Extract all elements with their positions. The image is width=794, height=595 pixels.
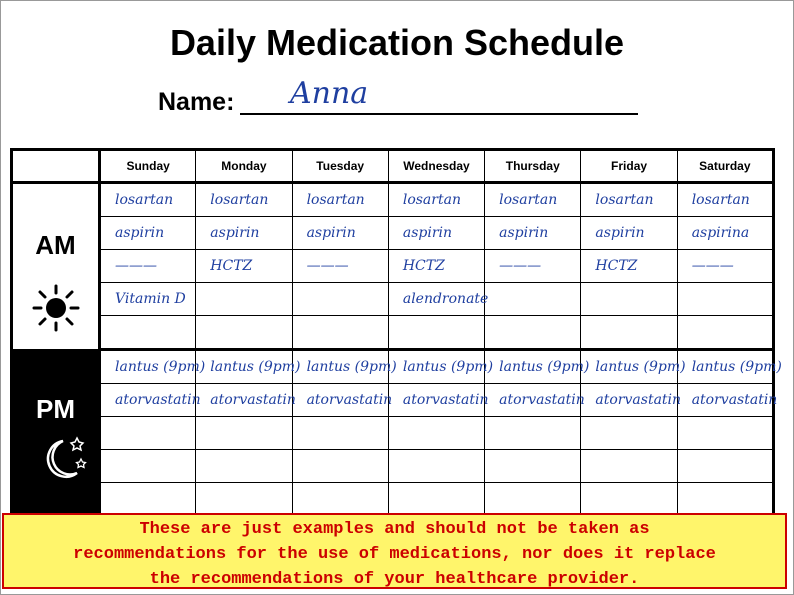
medication-cell[interactable]	[485, 417, 581, 450]
medication-cell[interactable]: losartan	[485, 183, 581, 217]
medication-cell[interactable]	[100, 315, 196, 349]
medication-cell[interactable]	[100, 482, 196, 516]
disclaimer-line-1: These are just examples and should not be taken as	[139, 520, 650, 539]
medication-cell[interactable]: ———	[292, 250, 388, 283]
medication-cell[interactable]: atorvastatin	[388, 384, 484, 417]
medication-cell[interactable]: aspirin	[581, 217, 677, 250]
medication-cell[interactable]	[485, 315, 581, 349]
disclaimer-line-3: the recommendations of your healthcare provider.	[149, 570, 640, 589]
medication-cell[interactable]: losartan	[196, 183, 292, 217]
day-header-tuesday: Tuesday	[292, 150, 388, 183]
medication-cell[interactable]	[196, 315, 292, 349]
medication-cell[interactable]: aspirin	[100, 217, 196, 250]
medication-cell[interactable]	[581, 417, 677, 450]
medication-cell[interactable]: atorvastatin	[677, 384, 773, 417]
pm-label: PM	[36, 394, 75, 424]
medication-cell[interactable]	[388, 482, 484, 516]
am-row	[12, 250, 774, 283]
medication-cell[interactable]	[581, 282, 677, 315]
medication-cell[interactable]	[292, 282, 388, 315]
day-header-sunday: Sunday	[100, 150, 196, 183]
medication-cell[interactable]	[677, 315, 773, 349]
name-field[interactable]	[158, 76, 638, 116]
am-label-cell	[12, 183, 100, 350]
medication-cell[interactable]	[388, 417, 484, 450]
medication-cell[interactable]	[388, 449, 484, 482]
medication-cell[interactable]: HCTZ	[388, 250, 484, 283]
day-header-wednesday: Wednesday	[388, 150, 484, 183]
medication-cell[interactable]: atorvastatin	[485, 384, 581, 417]
medication-cell[interactable]: HCTZ	[581, 250, 677, 283]
medication-cell[interactable]: atorvastatin	[100, 384, 196, 417]
medication-cell[interactable]: aspirin	[292, 217, 388, 250]
day-header-saturday: Saturday	[677, 150, 773, 183]
medication-cell[interactable]: HCTZ	[196, 250, 292, 283]
medication-cell[interactable]	[100, 417, 196, 450]
medication-cell[interactable]: aspirina	[677, 217, 773, 250]
medication-cell[interactable]: Vitamin D	[100, 282, 196, 315]
medication-cell[interactable]	[196, 449, 292, 482]
medication-cell[interactable]: aspirin	[196, 217, 292, 250]
medication-cell[interactable]: atorvastatin	[581, 384, 677, 417]
disclaimer-banner	[2, 513, 787, 589]
medication-cell[interactable]	[677, 282, 773, 315]
medication-cell[interactable]	[100, 449, 196, 482]
medication-cell[interactable]	[581, 482, 677, 516]
medication-cell[interactable]: atorvastatin	[196, 384, 292, 417]
pm-row	[12, 482, 774, 516]
day-header-thursday: Thursday	[485, 150, 581, 183]
medication-cell[interactable]	[292, 482, 388, 516]
medication-cell[interactable]: losartan	[388, 183, 484, 217]
medication-cell[interactable]	[677, 417, 773, 450]
medication-cell[interactable]: atorvastatin	[292, 384, 388, 417]
moon-stars-icon	[37, 435, 89, 483]
sun-icon	[31, 283, 81, 333]
medication-cell[interactable]: losartan	[677, 183, 773, 217]
pm-row	[12, 417, 774, 450]
medication-cell[interactable]	[292, 315, 388, 349]
medication-cell[interactable]	[196, 282, 292, 315]
pm-section	[12, 350, 782, 517]
medication-cell[interactable]: ———	[677, 250, 773, 283]
medication-cell[interactable]	[677, 449, 773, 482]
medication-cell[interactable]: aspirin	[388, 217, 484, 250]
medication-cell[interactable]: losartan	[581, 183, 677, 217]
medication-cell[interactable]: lantus (9pm)	[196, 350, 292, 384]
disclaimer-line-2: recommendations for the use of medications, nor does it replace	[73, 545, 716, 564]
medication-cell[interactable]	[677, 482, 773, 516]
corner-cell	[12, 150, 100, 183]
medication-cell[interactable]	[581, 449, 677, 482]
medication-cell[interactable]	[388, 315, 484, 349]
name-label: Name:	[158, 88, 235, 116]
pm-label-cell	[12, 350, 100, 517]
pm-row	[12, 384, 774, 417]
am-row	[12, 315, 774, 349]
schedule-table	[10, 148, 782, 518]
medication-cell[interactable]	[485, 482, 581, 516]
name-value[interactable]: Anna	[290, 76, 369, 111]
medication-cell[interactable]: lantus (9pm)	[485, 350, 581, 384]
medication-cell[interactable]: ———	[100, 250, 196, 283]
pm-row	[12, 350, 774, 384]
medication-cell[interactable]: lantus (9pm)	[388, 350, 484, 384]
medication-cell[interactable]	[292, 449, 388, 482]
medication-cell[interactable]: losartan	[292, 183, 388, 217]
page-title: Daily Medication Schedule	[169, 22, 625, 63]
medication-cell[interactable]: losartan	[100, 183, 196, 217]
medication-cell[interactable]	[196, 417, 292, 450]
day-header-row	[12, 150, 774, 183]
medication-cell[interactable]	[581, 315, 677, 349]
medication-cell[interactable]	[485, 449, 581, 482]
medication-cell[interactable]	[485, 282, 581, 315]
medication-cell[interactable]: lantus (9pm)	[292, 350, 388, 384]
am-section	[12, 183, 774, 350]
medication-cell[interactable]: ———	[485, 250, 581, 283]
am-row	[12, 282, 774, 315]
name-underline	[240, 113, 638, 115]
medication-cell[interactable]	[292, 417, 388, 450]
pm-row	[12, 449, 774, 482]
am-row	[12, 183, 774, 217]
medication-cell[interactable]	[196, 482, 292, 516]
medication-cell[interactable]: lantus (9pm)	[100, 350, 196, 384]
day-header-monday: Monday	[196, 150, 292, 183]
medication-cell[interactable]: aspirin	[485, 217, 581, 250]
medication-cell[interactable]: lantus (9pm)	[677, 350, 773, 384]
am-label: AM	[35, 230, 76, 260]
medication-cell[interactable]: alendronate	[388, 282, 484, 315]
am-row	[12, 217, 774, 250]
day-header-friday: Friday	[581, 150, 677, 183]
medication-cell[interactable]: lantus (9pm)	[581, 350, 677, 384]
